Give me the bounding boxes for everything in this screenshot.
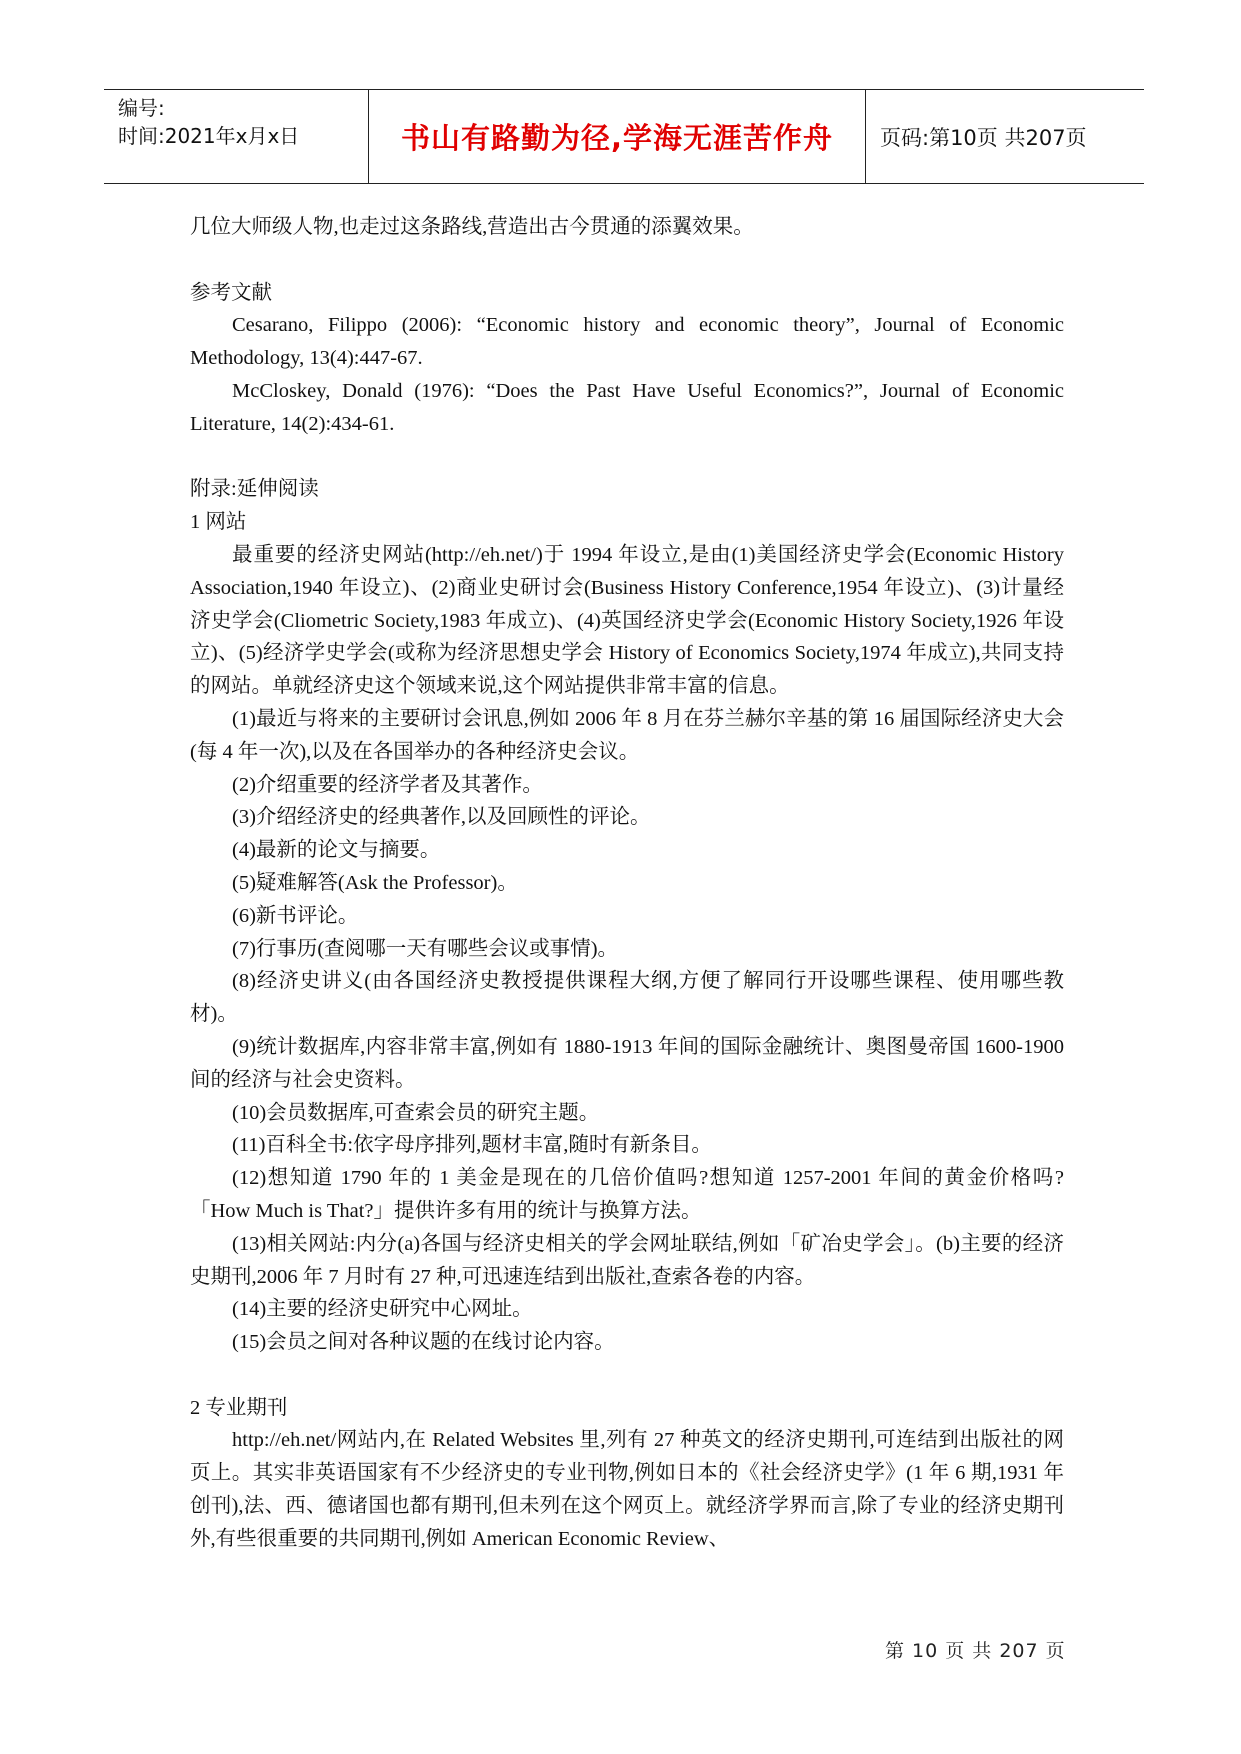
section-heading-websites: 1 网站 (190, 511, 247, 534)
list-item: (8)经济史讲义(由各国经济史教授提供课程大纲,方便了解同行开设哪些课程、使用哪些教材)。 (190, 970, 1064, 1026)
list-item: (7)行事历(查阅哪一天有哪些会议或事情)。 (232, 937, 619, 960)
document-body (190, 211, 1064, 1556)
list-item: (1)最近与将来的主要研讨会讯息,例如 2006 年 8 月在芬兰赫尔辛基的第 16 届国际经济史大会(每 4 年一次),以及在各国举办的各种经济史会议。 (190, 707, 1064, 763)
header-meta (104, 90, 369, 183)
document-number-label: 编号: (118, 96, 165, 120)
page-header (104, 89, 1144, 184)
list-item: (13)相关网站:内分(a)各国与经济史相关的学会网址联结,例如「矿冶史学会」。(b)主要的经济史期刊,2006 年 7 月时有 27 种,可迅速连结到出版社,查索各卷的内容。 (190, 1232, 1064, 1288)
intro-paragraph: 几位大师级人物,也走过这条路线,营造出古今贯通的添翼效果。 (190, 216, 754, 238)
list-item: (6)新书评论。 (232, 904, 359, 927)
header-motto: 书山有路勤为径,学海无涯苦作舟 (369, 90, 866, 183)
list-item: (3)介绍经济史的经典著作,以及回顾性的评论。 (232, 806, 651, 829)
references-heading: 参考文献 (190, 281, 272, 304)
list-item: (14)主要的经济史研究中心网址。 (232, 1298, 533, 1321)
journals-paragraph: http://eh.net/网站内,在 Related Websites 里,列有 27 种英文的经济史期刊,可连结到出版社的网页上。其实非英语国家有不少经济史的专业刊物,例如日本的《社会经济史学》(1 年 6 期,1931 年创刊),法、西、德诸国也都有期刊,但未列在这个网页上。就经济学界而言,除了专业的经济史期刊外,有些很重要的共同期刊,例如 American Economic Review、 (190, 1429, 1064, 1550)
list-item: (9)统计数据库,内容非常丰富,例如有 1880-1913 年间的国际金融统计、奥图曼帝国 1600-1900 间的经济与社会史资料。 (190, 1035, 1064, 1091)
reference-item: McCloskey, Donald (1976): “Does the Past Have Useful Economics?”, Journal of Economic Literature, 14(2):434-61. (190, 379, 1064, 435)
list-item: (5)疑难解答(Ask the Professor)。 (232, 871, 518, 894)
list-item: (2)介绍重要的经济学者及其著作。 (232, 773, 543, 796)
section-heading-journals: 2 专业期刊 (190, 1396, 288, 1419)
header-page-info: 页码:第10页 共207页 (880, 125, 1087, 150)
appendix-heading: 附录:延伸阅读 (190, 478, 319, 501)
websites-paragraph: 最重要的经济史网站(http://eh.net/)于 1994 年设立,是由(1)美国经济史学会(Economic History Association,1940 年设立)、(2)商业史研讨会(Business History Conference,1954 年设立)、(3)计量经济史学会(Cliometric Society,1983 年成立)、(4)英国经济史学会(Economic History Society,1926 年设立)、(5)经济学史学会(或称为经济思想史学会 History of Economics Society,1974 年成立),共同支持的网站。单就经济史这个领域来说,这个网站提供非常丰富的信息。 (190, 543, 1064, 698)
list-item: (15)会员之间对各种议题的在线讨论内容。 (232, 1331, 615, 1354)
list-item: (12)想知道 1790 年的 1 美金是现在的几倍价值吗?想知道 1257-2001 年间的黄金价格吗?「How Much is That?」提供许多有用的统计与换算方法。 (190, 1167, 1064, 1222)
list-item: (11)百科全书:依字母序排列,题材丰富,随时有新条目。 (232, 1134, 712, 1157)
reference-item: Cesarano, Filippo (2006): “Economic history and economic theory”, Journal of Economic Methodology, 13(4):447-67. (190, 314, 1064, 370)
list-item: (10)会员数据库,可查索会员的研究主题。 (232, 1101, 600, 1124)
list-item: (4)最新的论文与摘要。 (232, 839, 441, 862)
page-footer: 第 10 页 共 207 页 (885, 1640, 1066, 1662)
document-time-label: 时间:2021年x月x日 (118, 124, 300, 148)
